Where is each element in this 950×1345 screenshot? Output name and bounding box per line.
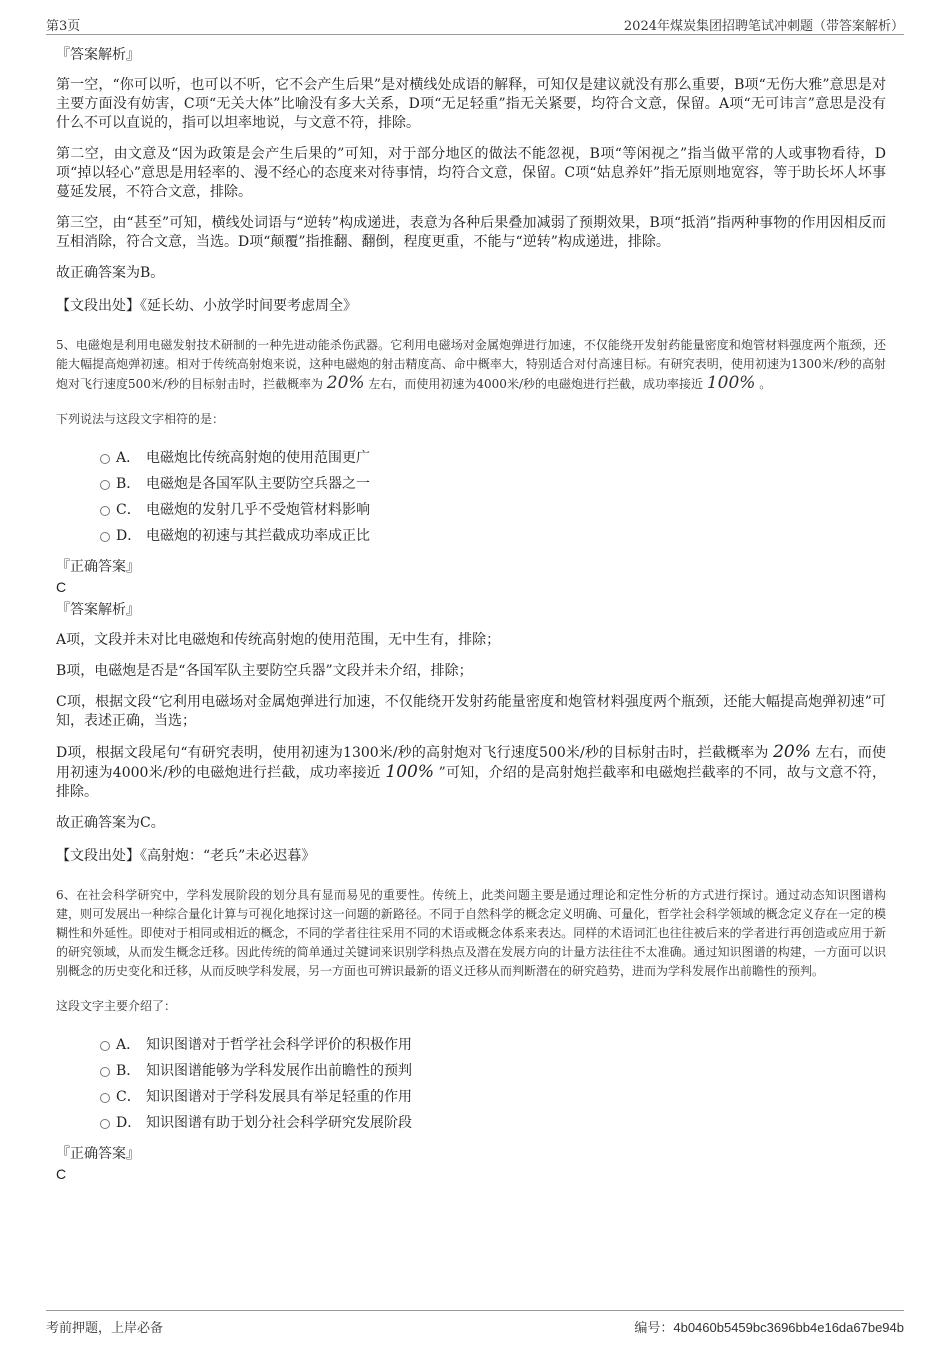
- q5-option-c[interactable]: C． 电磁炮的发射几乎不受炮管材料影响: [100, 497, 886, 523]
- radio-icon[interactable]: [100, 480, 110, 490]
- q6-option-c[interactable]: C． 知识图谱对于学科发展具有举足轻重的作用: [100, 1084, 886, 1110]
- q6-prompt: 这段文字主要介绍了：: [56, 999, 177, 1013]
- footer-slogan: 考前押题，上岸必备: [46, 1321, 164, 1336]
- q6-option-b[interactable]: B． 知识图谱能够为学科发展作出前瞻性的预判: [100, 1058, 886, 1084]
- q4-analysis-paragraph: 第二空，由文意及“因为政策是会产生后果的”可知，对于部分地区的做法不能忽视，B项“等闲视之”指当做平常的人或事物看待，D项“掉以轻心”意思是用轻率的、漫不经心的态度来对待事情，均符合文意，保留。C项“姑息养奸”指无原则地宽容，等于助长坏人坏事蔓延发展，不符合文意，排除。: [56, 146, 886, 200]
- radio-icon[interactable]: [100, 532, 110, 542]
- q5-option-a[interactable]: A． 电磁炮比传统高射炮的使用范围更广: [100, 445, 886, 471]
- document-body: [56, 44, 886, 1186]
- q5-source: 【文段出处】《高射炮：“老兵”未必迟暮》: [56, 848, 316, 864]
- radio-icon[interactable]: [100, 454, 110, 464]
- q6-option-a[interactable]: A． 知识图谱对于哲学社会科学评价的积极作用: [100, 1032, 886, 1058]
- page-header: [46, 12, 904, 35]
- q5-percent-value: 100%: [706, 373, 756, 393]
- radio-icon[interactable]: [100, 1041, 110, 1051]
- q6-options: [100, 1032, 886, 1136]
- q5-analysis-label: 『答案解析』: [56, 602, 140, 618]
- q6-correct-answer: C: [56, 1166, 67, 1182]
- q5-correct-answer: C: [56, 579, 67, 595]
- q5-option-b[interactable]: B． 电磁炮是各国军队主要防空兵器之一: [100, 471, 886, 497]
- q5-analysis-percent: 100%: [385, 762, 434, 782]
- q5-options: [100, 445, 886, 549]
- q5-prompt: 下列说法与这段文字相符的是：: [56, 412, 225, 426]
- q5-text-part: 左右，而使用初速为4000米/秒的电磁炮进行拦截，成功率接近: [368, 377, 703, 391]
- q4-analysis-label: 『答案解析』: [56, 47, 140, 63]
- q6-option-d[interactable]: D． 知识图谱有助于划分社会科学研究发展阶段: [100, 1110, 886, 1136]
- radio-icon[interactable]: [100, 506, 110, 516]
- radio-icon[interactable]: [100, 1093, 110, 1103]
- q5-analysis-c: C项，根据文段“它利用电磁场对金属炮弹进行加速，不仅能绕开发射药能量密度和炮管材料强度两个瓶颈，还能大幅提高炮弹初速”可知，表述正确，当选；: [56, 694, 886, 729]
- q4-analysis-paragraph: 第一空，“你可以听，也可以不听，它不会产生后果”是对横线处成语的解释，可知仅是建议就没有那么重要，B项“无伤大雅”意思是对主要方面没有妨害，C项“无关大体”比喻没有多大关系，D项“无足轻重”指无关紧要，均符合文意，保留。A项“无可讳言”意思是没有什么不可以直说的，指可以坦率地说，与文意不符，排除。: [56, 77, 886, 131]
- q5-question-text: [56, 336, 886, 394]
- q5-correct-label: 『正确答案』: [56, 559, 140, 575]
- q5-analysis-a: A项，文段并未对比电磁炮和传统高射炮的使用范围，无中生有，排除；: [56, 632, 501, 648]
- radio-icon[interactable]: [100, 1119, 110, 1129]
- q5-text-part: 5、电磁炮是利用电磁发射技术研制的一种先进动能杀伤武器。它利用电磁场对金属炮弹进行加速，不仅能绕开发射药能量密度和炮管材料强度两个瓶颈，还能大幅提高炮弹初速。相对于传统高射炮来说，这种电磁炮的射击精度高、命中概率大，特别适合对付高速目标。有研究表明，使用初速为1300米/秒的高射炮对飞行速度500米/秒的目标射击时，拦截概率为: [56, 338, 886, 391]
- q4-source: 【文段出处】《延长幼、小放学时间要考虑周全》: [56, 298, 357, 314]
- q5-percent-value: 20%: [326, 373, 365, 393]
- q6-correct-label: 『正确答案』: [56, 1146, 140, 1162]
- page-number: 第3页: [46, 19, 81, 34]
- radio-icon[interactable]: [100, 1067, 110, 1077]
- q5-text-part: 。: [759, 377, 772, 391]
- page-footer: [46, 1310, 904, 1335]
- document-code: 编号：4b0460b5459bc3696bb4e16da67be94b: [634, 1320, 904, 1336]
- q5-conclusion: 故正确答案为C。: [56, 815, 165, 831]
- q5-analysis-b: B项，电磁炮是否是“各国军队主要防空兵器”文段并未介绍，排除；: [56, 663, 473, 679]
- q6-question-text: 6、在社会科学研究中，学科发展阶段的划分具有显而易见的重要性。传统上，此类问题主要是通过理论和定性分析的方式进行探讨。通过动态知识图谱构建，则可发展出一种综合量化计算与可视化地探讨这一问题的新路径。不同于自然科学的概念定义明确、可量化，哲学社会科学领域的概念定义存在一定的模糊性和外延性。即使对于相同或相近的概念，不同的学者往往采用不同的术语或概念体系来表达。同样的术语词汇也往往被后来的学者进行再创造或应用于新的研究领域，从而发生概念迁移。因此传统的简单通过关键词来识别学科热点及潜在发展方向的计量方法往往不太准确。通过知识图谱的构建，一方面可以识别概念的历史变化和迁移，从而反映学科发展，另一方面也可辨识最新的语义迁移从而判断潜在的研究趋势，进而为学科发展作出前瞻性的预判。: [56, 888, 886, 978]
- q5-analysis-d: D项，根据文段尾句“有研究表明，使用初速为1300米/秒的高射炮对飞行速度500米/秒的目标射击时，拦截概率为 20% 左右，而使用初速为4000米/秒的电磁炮进行拦截，成功率接近 100% ”可知，介绍的是高射炮拦截率和电磁炮拦截率的不同，故与文意不符，排除。: [56, 742, 886, 800]
- q4-analysis-paragraph: 第三空，由“甚至”可知，横线处词语与“逆转”构成递进，表意为各种后果叠加减弱了预期效果，B项“抵消”指两种事物的作用因相反而互相消除，符合文意，当选。D项“颠覆”指推翻、翻倒，程度更重，不能与“逆转”构成递进，排除。: [56, 215, 886, 250]
- document-title: 2024年煤炭集团招聘笔试冲刺题（带答案解析）: [623, 19, 904, 34]
- q5-option-d[interactable]: D． 电磁炮的初速与其拦截成功率成正比: [100, 523, 886, 549]
- q4-conclusion: 故正确答案为B。: [56, 265, 165, 281]
- q5-analysis-percent: 20%: [773, 742, 811, 762]
